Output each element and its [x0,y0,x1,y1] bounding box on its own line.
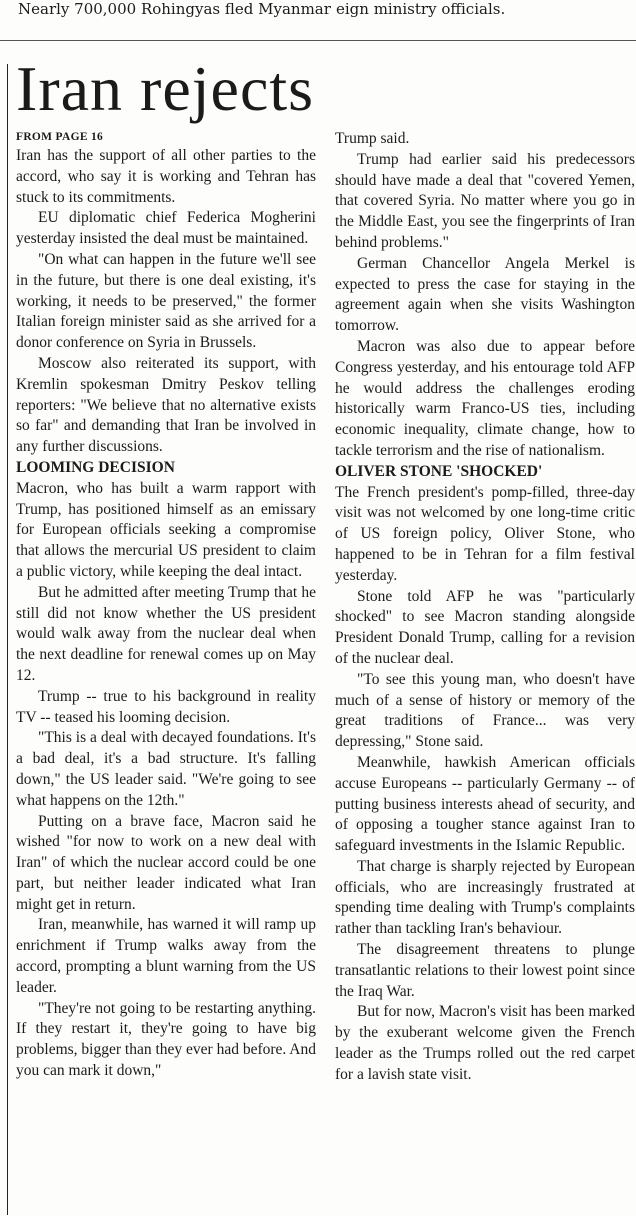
right-column [335,129,635,1216]
subheading-looming-decision: LOOMING DECISION [16,458,175,476]
left-column [16,128,316,1215]
paragraph: Trump had earlier said his predecessors should have made a deal that "covered Yemen, that covered Syria. No matter where you go in the Middle East, you see the fingerprints of Iran behind problems." [335,150,635,251]
continued-from-label: FROM PAGE 16 [16,131,104,143]
paragraph: Putting on a brave face, Macron said he wished "for now to work on a new deal with Iran" of which the nuclear accord could be one part, but neither leader indicated what Iran might get in return. [16,812,316,913]
paragraph: The French president's pomp-filled, three-day visit was not welcomed by one long-time critic of US foreign policy, Oliver Stone, who happened to be in Tehran for a film festival yesterday. [335,483,635,584]
subheading-oliver-stone-shocked: OLIVER STONE 'SHOCKED' [335,462,543,480]
paragraph: Stone told AFP he was "particularly shocked" to see Macron standing alongside President Donald Trump, calling for a revision of the nuclear deal. [335,587,635,667]
paragraph: Moscow also reiterated its support, with Kremlin spokesman Dmitry Peskov telling reporters: "We believe that no alternative exists so far" and demanding that Iran be involved in any further discussions. [16,354,316,456]
previous-story-strip [0,0,636,22]
right-column-body-b [335,483,635,1086]
right-column-body-a [335,129,635,462]
paragraph: "On what can happen in the future we'll see in the future, but there is one deal existing, it's working, it needs to be preserved," the former Italian foreign minister said as she arrived for a donor conference on Syria in Brussels. [16,250,316,352]
paragraph: German Chancellor Angela Merkel is expected to press the case for staying in the agreement again when she visits Washington tomorrow. [335,254,635,335]
paragraph: Trump said. [335,130,410,147]
paragraph: Trump -- true to his background in reality TV -- teased his looming decision. [16,687,316,726]
paragraph: But he admitted after meeting Trump that he still did not know whether the US president would walk away from the nuclear deal when the next deadline for renewal comes up on May 12. [16,583,316,684]
paragraph: "This is a deal with decayed foundations. It's a bad deal, it's a bad structure. It's falling down," the US leader said. "We're going to see what happens on the 12th." [16,729,316,809]
paragraph: But for now, Macron's visit has been marked by the exuberant welcome given the French leader as the Trumps rolled out the red carpet for a lavish state visit. [335,1003,635,1083]
paragraph: Iran has the support of all other parties to the accord, who say it is working and Tehran has stuck to its commitments. [16,147,316,206]
left-column-body-b [16,479,316,1082]
paragraph: Meanwhile, hawkish American officials accuse Europeans -- particularly Germany -- of putting business interests ahead of security, and of opposing a tougher stance against Iran to safeguard investments in the Islamic Republic. [335,753,635,855]
margin-rule [7,64,8,1215]
paragraph: Iran, meanwhile, has warned it will ramp up enrichment if Trump walks away from the accord, prompting a blunt warning from the US leader. [16,916,316,996]
paragraph: That charge is sharply rejected by European officials, who are increasingly frustrated at spending time dealing with Trump's complaints rather than tackling Iran's behaviour. [335,857,635,938]
left-column-body-a [16,146,316,458]
previous-story-left-text: Nearly 700,000 Rohingyas fled Myanmar [18,0,331,18]
paragraph: "They're not going to be restarting anything. If they restart it, they're going to have big problems, bigger than they ever had before. And you can mark it down," [16,999,316,1080]
article-headline: Iran rejects [16,53,315,124]
paragraph: Macron was also due to appear before Congress yesterday, and his entourage told AFP he would address the challenges eroding historically warm Franco-US ties, including economic inequality, climate change, how to tackle terrorism and the rise of nationalism. [335,337,635,459]
previous-story-right-text: eign ministry officials. [336,0,506,18]
paragraph: "To see this young man, who doesn't have much of a sense of history or memory of the great traditions of France... was very depressing," Stone said. [335,670,635,751]
section-divider [0,40,636,41]
paragraph: Macron, who has built a warm rapport with Trump, has positioned himself as an emissary for European officials seeking a compromise that allows the mercurial US president to claim a public victory, while keeping the deal intact. [16,479,316,580]
paragraph: EU diplomatic chief Federica Mogherini yesterday insisted the deal must be maintained. [16,209,316,248]
paragraph: The disagreement threatens to plunge transatlantic relations to their lowest point since the Iraq War. [335,941,635,1000]
